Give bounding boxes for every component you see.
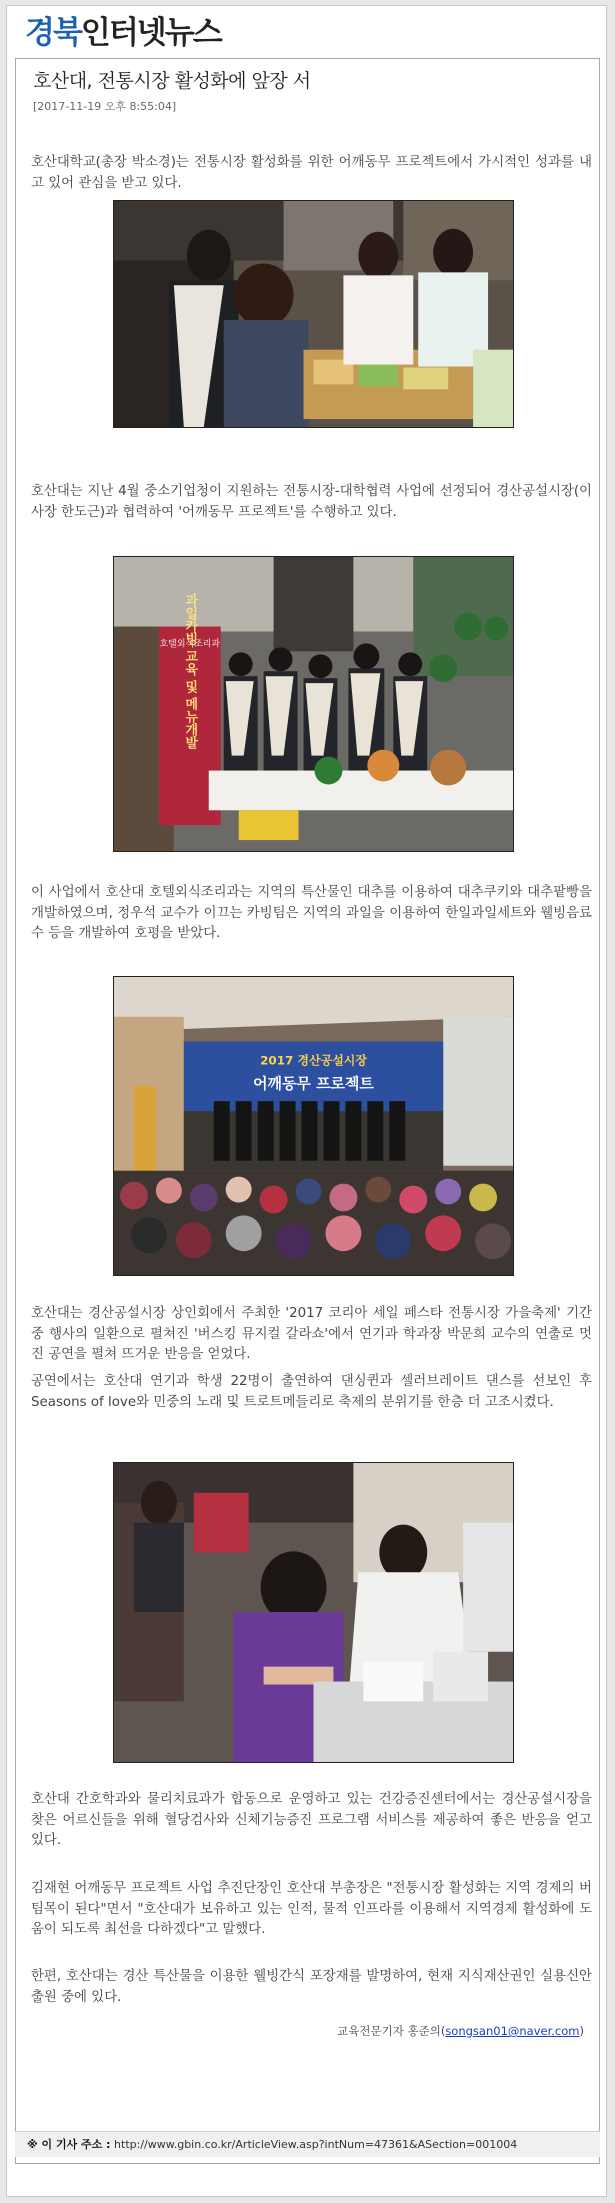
article-paragraph: 김재현 어깨동무 프로젝트 사업 추진단장인 호산대 부총장은 "전통시장 활성화는 지역 경제의 버팀목이 된다"면서 "호산대가 보유하고 있는 인적, 물적 인프라를 이용해서 지역경제 활성화에 도움이 되도록 최선을 다하겠다"고 말했다. (31, 1881, 592, 1937)
article-url-bar (15, 2131, 600, 2157)
svg-text:호텔외식조리과: 호텔외식조리과 (159, 639, 221, 650)
article-byline: 교육전문기자 홍준의(songsan01@naver.com) (337, 2024, 584, 2038)
article-title: 호산대, 전통시장 활성화에 앞장 서 (33, 70, 311, 92)
carving-team-photo (114, 557, 513, 851)
svg-text:어깨동무 프로젝트: 어깨동무 프로젝트 (253, 1074, 374, 1093)
byline-email-link[interactable]: songsan01@naver.com (445, 2024, 580, 2038)
svg-text:2017 경산공설시장: 2017 경산공설시장 (260, 1053, 367, 1068)
article-paragraph: 호산대는 지난 4월 중소기업청이 지원하는 전통시장-대학협력 사업에 선정되어 경산공설시장(이사장 한도근)과 협력하여 '어깨동무 프로젝트'를 수행하고 있다. (31, 484, 592, 520)
site-logo[interactable]: 경북인터넷뉴스 (25, 15, 221, 51)
article-paragraph: 호산대는 경산공설시장 상인회에서 주최한 '2017 코리아 세일 페스타 전통시장 가을축제' 기간 중 행사의 일환으로 펼쳐진 '버스킹 뮤지컬 갈라쇼'에서 연기과 학과장 박문희 교수의 연출로 멋진 공연을 펼쳐 뜨거운 반응을 얻었다. (31, 1306, 592, 1362)
article-paragraph: 호산대학교(총장 박소경)는 전통시장 활성화를 위한 어깨동무 프로젝트에서 가시적인 성과를 내고 있어 관심을 받고 있다. (31, 155, 592, 191)
article-url[interactable]: http://www.gbin.co.kr/ArticleView.asp?intNum=47361&ASection=001004 (114, 2138, 518, 2151)
health-check-photo (114, 1463, 513, 1762)
article-paragraph: 공연에서는 호산대 연기과 학생 22명이 출연하여 댄싱퀸과 셀러브레이트 댄스를 선보인 후 Seasons of love와 민중의 노래 및 트로트메들리로 축제의 분위기를 한층 더 고조시켰다. (31, 1374, 592, 1410)
market-stall-photo (114, 201, 513, 427)
article-photo-4 (113, 1462, 514, 1763)
article-photo-1 (113, 200, 514, 428)
svg-text:과일카빙 교육 및 메뉴개발: 과일카빙 교육 및 메뉴개발 (182, 593, 198, 749)
article-paragraph: 호산대 간호학과와 물리치료과가 합동으로 운영하고 있는 건강증진센터에서는 경산공설시장을 찾은 어르신들을 위해 혈당검사와 신체기능증진 프로그램 서비스를 제공하여 좋은 반응을 얻고 있다. (31, 1792, 592, 1848)
article-date: [2017-11-19 오후 8:55:04] (33, 100, 177, 113)
musical-gala-photo (114, 977, 513, 1275)
article-photo-2 (113, 556, 514, 852)
url-label: ※ 이 기사 주소 : (27, 2138, 111, 2151)
article-paragraph: 이 사업에서 호산대 호텔외식조리과는 지역의 특산물인 대추를 이용하여 대추쿠키와 대추팥빵을 개발하였으며, 정우석 교수가 이끄는 카빙팀은 지역의 과일을 이용하여 한일과일세트와 웰빙음료수 등을 개발하여 호평을 받았다. (31, 885, 592, 941)
byline-reporter: 교육전문기자 홍준의 (337, 2024, 441, 2038)
article-paragraph: 한편, 호산대는 경산 특산물을 이용한 웰빙간식 포장재를 발명하여, 현재 지식재산권인 실용신안 출원 중에 있다. (31, 1969, 592, 2005)
article-photo-3 (113, 976, 514, 1276)
page-container (6, 5, 607, 2197)
